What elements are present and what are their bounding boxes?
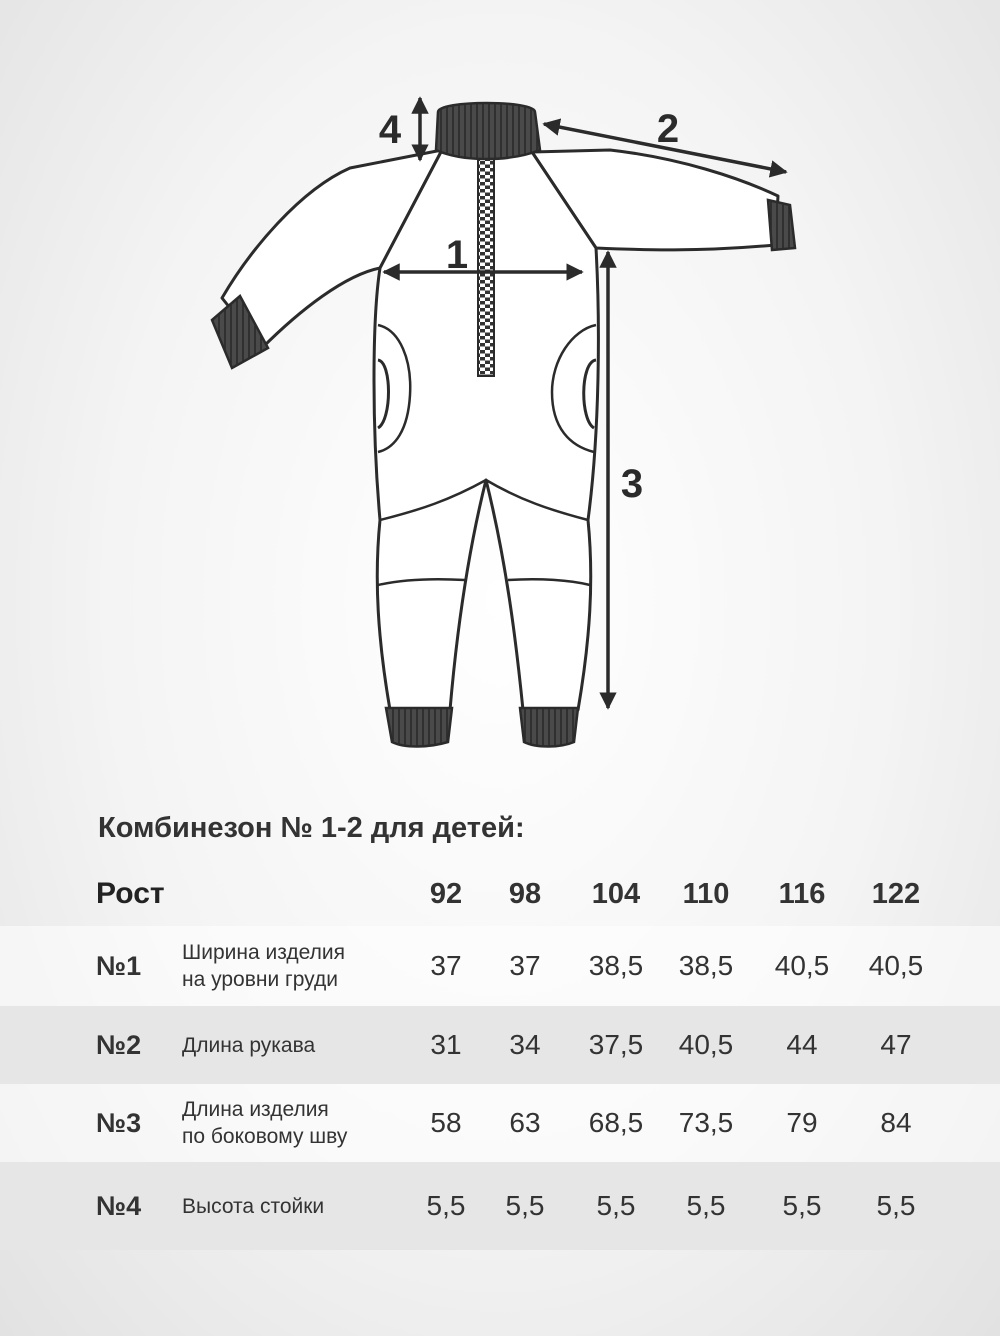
table-row [0,1162,1000,1250]
table-row [0,1006,1000,1084]
table-cell: 5,5 [782,1190,822,1221]
zipper [478,128,494,376]
table-cell: 73,5 [678,1107,734,1138]
table-row [0,1084,1000,1162]
row-number: №2 [96,1029,142,1060]
table-cell: 58 [430,1107,462,1138]
row-description: Ширина изделия на уровни груди [182,941,345,991]
table-cell: 44 [786,1029,818,1060]
size-header: 110 [682,877,730,910]
table-cell: 31 [430,1029,462,1060]
table-cell: 37 [509,950,541,981]
table-cell: 5,5 [426,1190,466,1221]
table-cell: 40,5 [774,950,830,981]
row-number: №4 [96,1190,142,1221]
table-cell: 47 [880,1029,912,1060]
table-cell: 38,5 [588,950,644,981]
size-header: 122 [871,877,921,910]
header-label: Рост [96,877,165,910]
table-cell: 79 [786,1107,818,1138]
row-description: Высота стойки [182,1194,325,1218]
label-chest: 1 [445,233,469,277]
size-table [0,862,1000,1250]
size-header: 98 [508,877,542,910]
table-cell: 63 [509,1107,541,1138]
table-row [0,926,1000,1006]
size-header: 104 [591,877,641,910]
table-cell: 84 [880,1107,912,1138]
table-cell: 38,5 [678,950,734,981]
table-cell: 40,5 [678,1029,734,1060]
table-cell: 5,5 [505,1190,545,1221]
table-cell: 40,5 [868,950,924,981]
table-cell: 37 [430,950,462,981]
table-cell: 5,5 [686,1190,726,1221]
label-length: 3 [620,462,644,506]
size-header: 116 [778,877,826,910]
row-number: №1 [96,950,142,981]
table-header-row [0,862,1000,926]
table-cell: 5,5 [596,1190,636,1221]
table-cell: 68,5 [588,1107,644,1138]
table-cell: 37,5 [588,1029,644,1060]
label-collar: 4 [378,108,402,152]
row-description: Длина изделия по боковому шву [182,1098,348,1148]
row-description: Длина рукава [182,1033,316,1057]
size-header: 92 [429,877,463,910]
garment-body [222,150,778,710]
table-cell: 5,5 [876,1190,916,1221]
page-title: Комбинезон № 1-2 для детей: [98,812,525,844]
row-number: №3 [96,1107,142,1138]
table-cell: 34 [509,1029,541,1060]
label-sleeve: 2 [656,107,680,151]
